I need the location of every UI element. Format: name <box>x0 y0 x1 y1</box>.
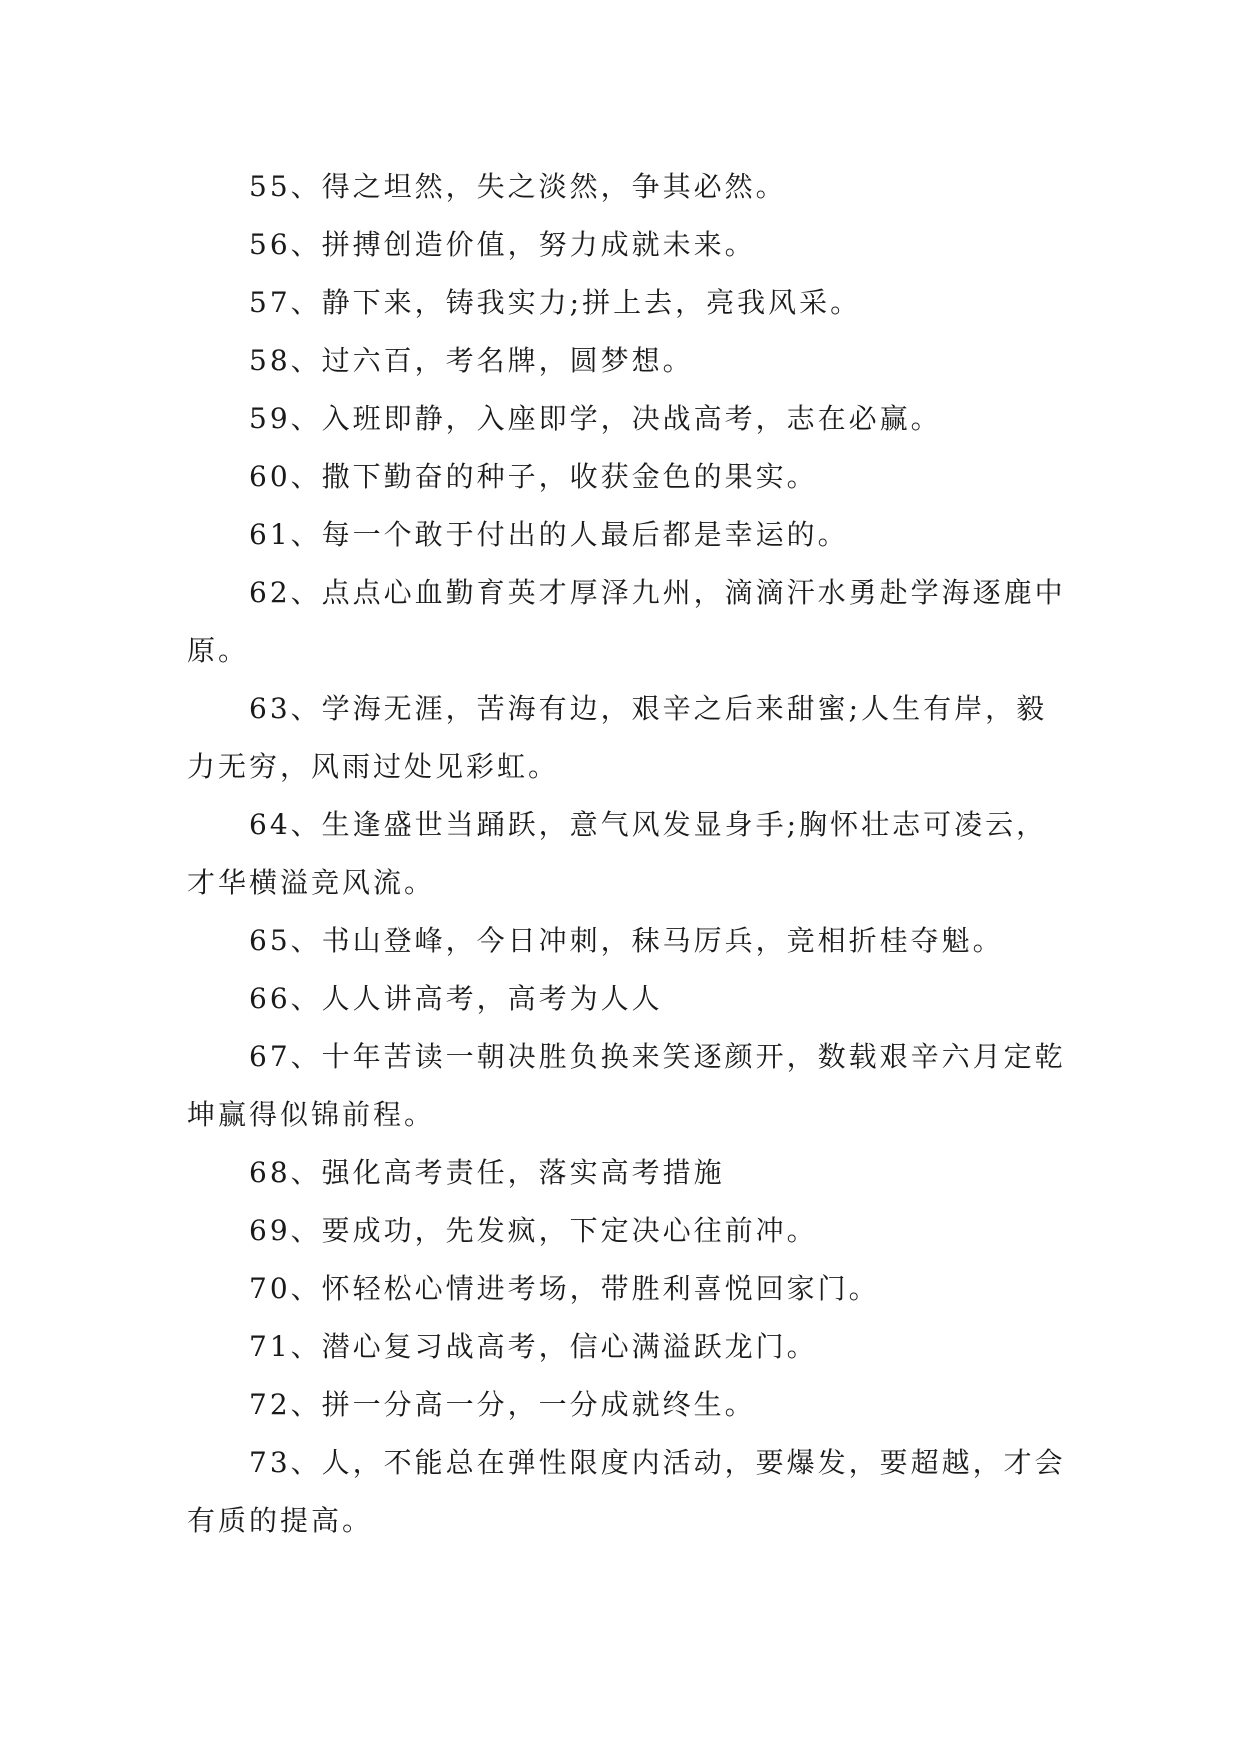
paragraph-63: 63、学海无涯，苦海有边，艰辛之后来甜蜜;人生有岸，毅力无穷，风雨过处见彩虹。 <box>187 692 1048 783</box>
paragraph-58: 58、过六百，考名牌，圆梦想。 <box>249 344 694 377</box>
paragraph-56: 56、拼搏创造价值，努力成就未来。 <box>249 228 756 261</box>
paragraph-71: 71、潜心复习战高考，信心满溢跃龙门。 <box>249 1330 818 1363</box>
paragraph-73: 73、人，不能总在弹性限度内活动，要爆发，要超越，才会有质的提高。 <box>187 1446 1066 1537</box>
paragraph-59: 59、入班即静，入座即学，决战高考，志在必赢。 <box>249 402 942 435</box>
paragraph-69: 69、要成功，先发疯，下定决心往前冲。 <box>249 1214 818 1247</box>
paragraph-66: 66、人人讲高考，高考为人人 <box>249 982 663 1015</box>
paragraph-61: 61、每一个敢于付出的人最后都是幸运的。 <box>249 518 849 551</box>
paragraph-60: 60、撒下勤奋的种子，收获金色的果实。 <box>249 460 818 493</box>
paragraph-65: 65、书山登峰，今日冲刺，秣马厉兵，竞相折桂夺魁。 <box>249 924 1004 957</box>
paragraph-55: 55、得之坦然，失之淡然，争其必然。 <box>249 170 787 203</box>
document-body <box>187 158 1067 1550</box>
paragraph-72: 72、拼一分高一分，一分成就终生。 <box>249 1388 756 1421</box>
paragraph-57: 57、静下来，铸我实力;拼上去，亮我风采。 <box>249 286 862 319</box>
paragraph-68: 68、强化高考责任，落实高考措施 <box>249 1156 725 1189</box>
paragraph-62: 62、点点心血勤育英才厚泽九州，滴滴汗水勇赴学海逐鹿中原。 <box>187 576 1066 667</box>
paragraph-70: 70、怀轻松心情进考场，带胜利喜悦回家门。 <box>249 1272 880 1305</box>
paragraph-67: 67、十年苦读一朝决胜负换来笑逐颜开，数载艰辛六月定乾坤赢得似锦前程。 <box>187 1040 1066 1131</box>
paragraph-64: 64、生逢盛世当踊跃，意气风发显身手;胸怀壮志可凌云，才华横溢竞风流。 <box>187 808 1048 899</box>
